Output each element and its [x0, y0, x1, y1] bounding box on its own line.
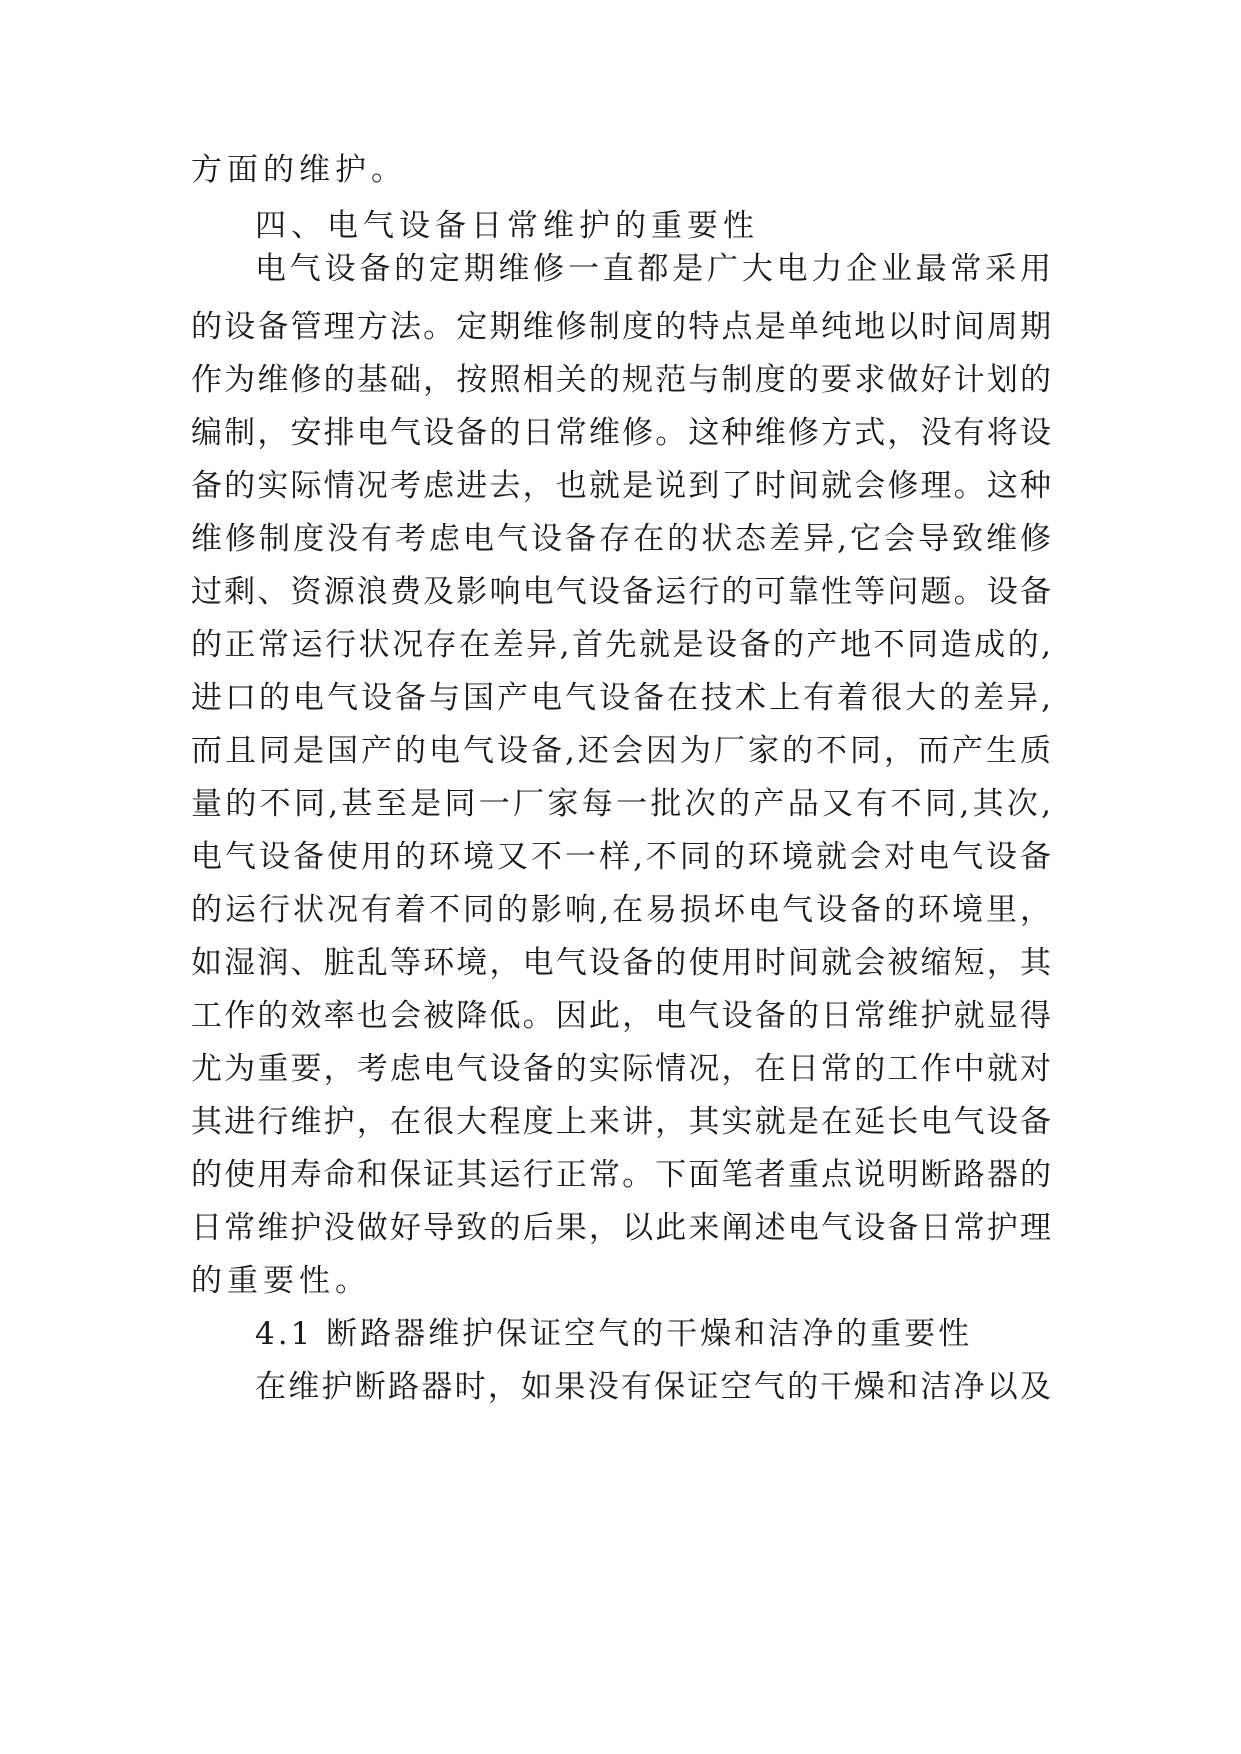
- subsection-heading: 4.1 断路器维护保证空气的干燥和洁净的重要性: [255, 1316, 973, 1352]
- paragraph-line: 日常维护没做好导致的后果，以此来阐述电气设备日常护理: [191, 1210, 1051, 1246]
- paragraph-line: 的运行状况有着不同的影响,在易损坏电气设备的环境里，: [191, 892, 1051, 928]
- paragraph-line: 量的不同,甚至是同一厂家每一批次的产品又有不同,其次,: [191, 786, 1051, 822]
- section-heading: 四、电气设备日常维护的重要性: [255, 208, 759, 244]
- paragraph-line: 电气设备使用的环境又不一样,不同的环境就会对电气设备: [191, 839, 1051, 875]
- paragraph-line: 过剩、资源浪费及影响电气设备运行的可靠性等问题。设备: [191, 574, 1051, 610]
- paragraph-line: 编制，安排电气设备的日常维修。这种维修方式，没有将设: [191, 415, 1051, 451]
- paragraph-line: 备的实际情况考虑进去，也就是说到了时间就会修理。这种: [191, 468, 1051, 504]
- paragraph-line: 的设备管理方法。定期维修制度的特点是单纯地以时间周期: [191, 309, 1051, 345]
- paragraph-line: 而且同是国产的电气设备,还会因为厂家的不同，而产生质: [191, 733, 1051, 769]
- paragraph-line: 维修制度没有考虑电气设备存在的状态差异,它会导致维修: [191, 521, 1051, 557]
- paragraph-line: 电气设备的定期维修一直都是广大电力企业最常采用: [255, 251, 1051, 287]
- paragraph-line: 如湿润、脏乱等环境，电气设备的使用时间就会被缩短，其: [191, 945, 1051, 981]
- paragraph-line: 作为维修的基础，按照相关的规范与制度的要求做好计划的: [191, 362, 1051, 398]
- paragraph-line: 尤为重要，考虑电气设备的实际情况，在日常的工作中就对: [191, 1051, 1051, 1087]
- paragraph-line: 在维护断路器时，如果没有保证空气的干燥和洁净以及: [255, 1369, 1051, 1405]
- paragraph-line: 其进行维护，在很大程度上来讲，其实就是在延长电气设备: [191, 1104, 1051, 1140]
- paragraph-line: 工作的效率也会被降低。因此，电气设备的日常维护就显得: [191, 998, 1051, 1034]
- paragraph-line: 的重要性。: [191, 1263, 371, 1299]
- paragraph-line: 的正常运行状况存在差异,首先就是设备的产地不同造成的,: [191, 627, 1051, 663]
- paragraph-line: 进口的电气设备与国产电气设备在技术上有着很大的差异,: [191, 680, 1051, 716]
- paragraph-line: 方面的维护。: [191, 152, 407, 188]
- paragraph-line: 的使用寿命和保证其运行正常。下面笔者重点说明断路器的: [191, 1157, 1051, 1193]
